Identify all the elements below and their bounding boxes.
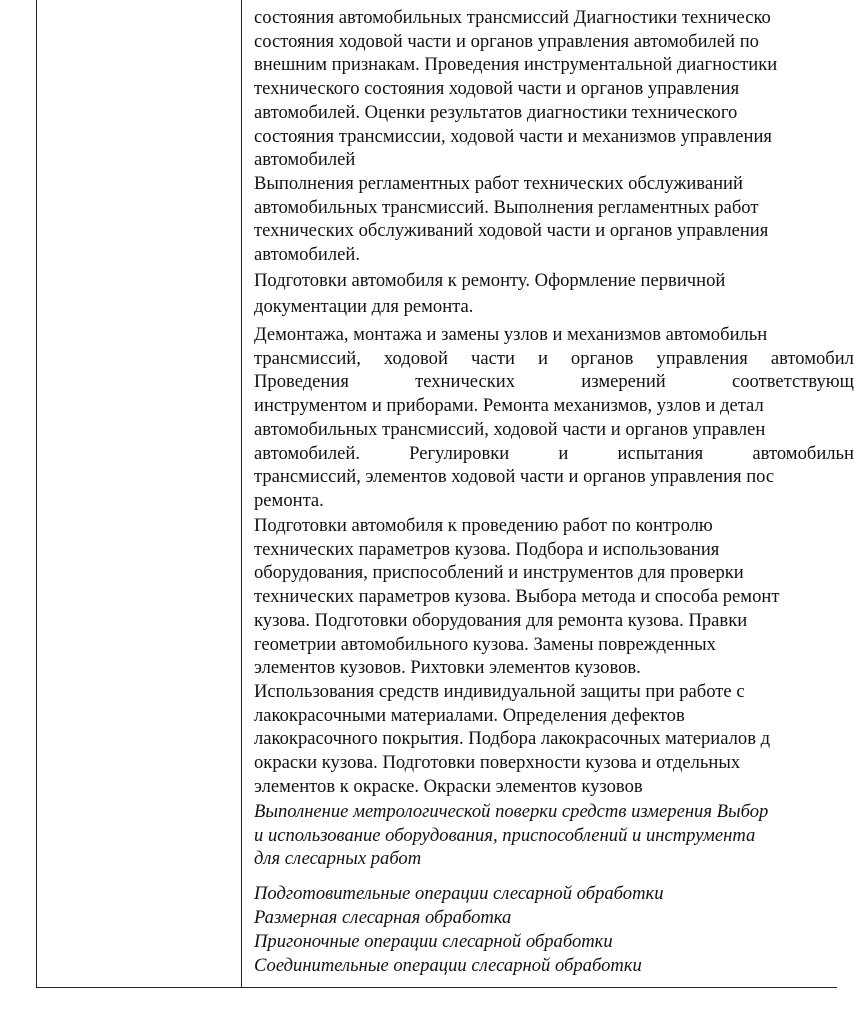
- text-line: Демонтажа, монтажа и замены узлов и механизмов автомобильн: [254, 324, 768, 345]
- text-line: лакокрасочными материалами. Определения дефектов: [254, 704, 685, 726]
- word: автомобилей.: [254, 442, 360, 464]
- text-line: автомобилей: [254, 149, 356, 171]
- text-line: для слесарных работ: [254, 848, 422, 870]
- text-line: состояния ходовой части и органов управления автомобилей по: [254, 30, 759, 52]
- word: автомобил: [770, 347, 854, 369]
- paragraph-repair-prep: [254, 268, 854, 320]
- text-line: состояния автомобильных трансмиссий Диагностики техническо: [254, 7, 771, 28]
- word: соответствующ: [731, 371, 854, 393]
- text-line: Подготовки автомобиля к ремонту. Оформление первичной: [254, 270, 726, 291]
- text-line: инструментом и приборами. Ремонта механизмов, узлов и детал: [254, 395, 764, 417]
- text-line: окраски кузова. Подготовки поверхности кузова и отдельных: [254, 752, 741, 774]
- text-line: состояния трансмиссии, ходовой части и механизмов управления: [254, 125, 772, 147]
- text-line: технического состояния ходовой части и органов управления: [254, 78, 740, 100]
- word: и: [558, 442, 569, 464]
- paragraph-fitting-operations: [254, 930, 854, 954]
- table-cell-right: [242, 0, 854, 987]
- word: и: [537, 347, 548, 369]
- text-line: Использования средств индивидуальной защиты при работе с: [254, 681, 745, 702]
- text-line: лакокрасочного покрытия. Подбора лакокрасочных материалов д: [254, 728, 771, 750]
- text-line: документации для ремонта.: [254, 296, 474, 317]
- text-line: Пригоночные операции слесарной обработки: [254, 931, 613, 952]
- text-line: технических обслуживаний ходовой части и органов управления: [254, 220, 769, 242]
- word: трансмиссий,: [254, 347, 361, 369]
- word: части: [470, 347, 515, 369]
- text-line: [254, 347, 854, 371]
- paragraph-body-repair: [254, 514, 854, 680]
- text-line: автомобилей. Оценки результатов диагностики технического: [254, 101, 738, 123]
- text-line: автомобильных трансмиссий, ходовой части и органов управлен: [254, 418, 766, 440]
- word: органов: [570, 347, 634, 369]
- text-line: технических параметров кузова. Выбора метода и способа ремонт: [254, 586, 780, 608]
- text-line: Подготовительные операции слесарной обработки: [254, 883, 664, 904]
- word: Регулировки: [409, 442, 510, 464]
- text-line: [254, 370, 854, 394]
- text-line: геометрии автомобильного кузова. Замены поврежденных: [254, 633, 716, 655]
- paragraph-painting: [254, 680, 854, 799]
- text-line: Выполнение метрологической поверки средств измерения Выбор: [254, 801, 769, 822]
- text-line: элементов кузовов. Рихтовки элементов кузовов.: [254, 657, 641, 679]
- text-line: элементов к окраске. Окраски элементов кузовов: [254, 775, 643, 797]
- text-line: Подготовки автомобиля к проведению работ по контролю: [254, 515, 713, 536]
- text-line: ремонта.: [254, 489, 324, 511]
- word: измерений: [581, 371, 666, 393]
- table-cell-left: [37, 0, 242, 987]
- paragraph-dimensional-work: [254, 906, 854, 930]
- text-line: внешним признакам. Проведения инструментальной диагностики: [254, 54, 778, 76]
- text-line: Выполнения регламентных работ технических обслуживаний: [254, 173, 743, 194]
- paragraph-diagnostics: [254, 6, 854, 172]
- paragraph-disassembly: [254, 323, 854, 513]
- word: ходовой: [383, 347, 448, 369]
- text-line: кузова. Подготовки оборудования для ремонта кузова. Правки: [254, 609, 748, 631]
- paragraph-joining-operations: [254, 954, 854, 978]
- word: управления: [656, 347, 748, 369]
- word: автомобильн: [752, 442, 854, 464]
- text-line: [254, 442, 854, 466]
- text-line: и использование оборудования, приспособлений и инструмента: [254, 824, 756, 846]
- paragraph-prep-operations: [254, 882, 854, 906]
- paragraph-metrology: [254, 800, 854, 871]
- text-line: автомобильных трансмиссий. Выполнения регламентных работ: [254, 196, 759, 218]
- content-table: [36, 0, 854, 988]
- text-line: трансмиссий, элементов ходовой части и органов управления пос: [254, 466, 775, 488]
- text-line: оборудования, приспособлений и инструментов для проверки: [254, 562, 744, 584]
- text-line: автомобилей.: [254, 244, 360, 266]
- text-line: технических параметров кузова. Подбора и использования: [254, 538, 720, 560]
- word: Проведения: [254, 371, 349, 393]
- paragraph-maintenance: [254, 172, 854, 267]
- word: технических: [415, 371, 516, 393]
- word: испытания: [617, 442, 704, 464]
- text-line: Размерная слесарная обработка: [254, 907, 512, 928]
- text-line: Соединительные операции слесарной обработки: [254, 955, 642, 976]
